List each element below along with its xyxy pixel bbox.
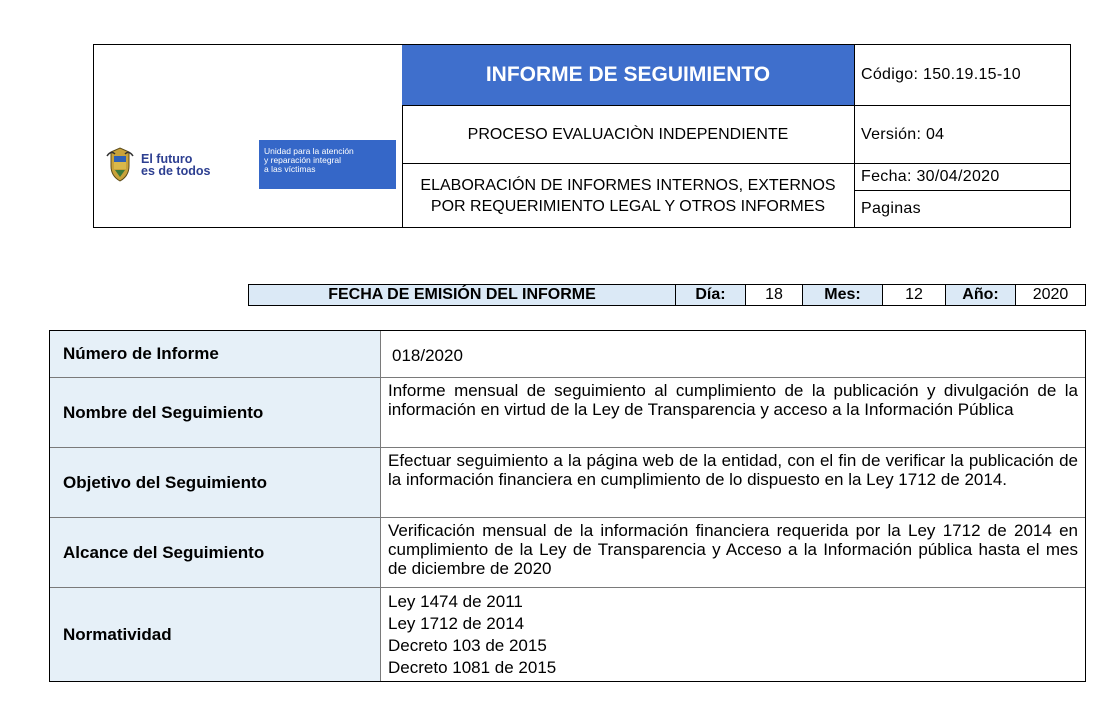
month-label: Mes: xyxy=(803,285,883,305)
row-value: Verificación mensual de la información financiera requerida por la Ley 1712 de 2014 en cumplimiento de la Ley de Transparencia y Acceso a la Información pública hasta el mes de diciembre de 2020 xyxy=(388,521,1078,578)
logo-unit-text xyxy=(259,140,396,189)
coat-of-arms-icon xyxy=(105,146,135,184)
emission-date-row xyxy=(248,284,1086,306)
process-name: PROCESO EVALUACIÒN INDEPENDIENTE xyxy=(402,105,854,164)
logo-cell xyxy=(94,45,403,227)
year-value: 2020 xyxy=(1016,285,1085,305)
row-label: Normatividad xyxy=(50,588,381,681)
regulation-item: Ley 1474 de 2011 xyxy=(388,592,523,611)
year-label: Año: xyxy=(946,285,1016,305)
elaboration-text: ELABORACIÓN DE INFORMES INTERNOS, EXTERNOS POR REQUERIMIENTO LEGAL Y OTROS INFORMES xyxy=(402,163,854,228)
row-label: Objetivo del Seguimiento xyxy=(50,448,381,517)
regulation-item: Decreto 1081 de 2015 xyxy=(388,658,557,677)
logo-slogan-line1: El futuro xyxy=(141,151,193,166)
logo-unit-line3: a las víctimas xyxy=(264,164,316,174)
logo-left xyxy=(101,140,259,189)
report-info-table xyxy=(49,330,1086,682)
month-value: 12 xyxy=(883,285,946,305)
day-label: Día: xyxy=(676,285,746,305)
logo-unit-line1: Unidad para la atención xyxy=(264,146,354,156)
row-value xyxy=(381,588,1085,681)
row-value: 018/2020 xyxy=(392,345,463,365)
regulation-item: Decreto 103 de 2015 xyxy=(388,636,547,655)
row-label: Número de Informe xyxy=(50,331,381,377)
document-code: Código: 150.19.15-10 xyxy=(854,45,1070,105)
row-value: Informe mensual de seguimiento al cumplimiento de la publicación y divulgación de la información en virtud de la Ley de Transparencia y acceso a la Información Pública xyxy=(388,381,1078,419)
logo-slogan xyxy=(141,153,210,177)
row-label: Alcance del Seguimiento xyxy=(50,518,381,587)
document-pages: Paginas xyxy=(854,190,1070,227)
table-row xyxy=(50,447,1085,517)
document-title: INFORME DE SEGUIMIENTO xyxy=(402,45,854,105)
logo-slogan-line2: es de todos xyxy=(141,163,211,178)
row-label: Nombre del Seguimiento xyxy=(50,378,381,447)
document-header xyxy=(93,44,1071,228)
document-date: Fecha: 30/04/2020 xyxy=(854,163,1070,190)
regulation-item: Ley 1712 de 2014 xyxy=(388,614,525,633)
table-row xyxy=(50,377,1085,447)
logo-unit-line2: y reparación integral xyxy=(264,155,342,165)
day-value: 18 xyxy=(746,285,803,305)
document-version: Versión: 04 xyxy=(854,105,1070,163)
logo xyxy=(101,140,396,189)
table-row xyxy=(50,331,1085,377)
table-row xyxy=(50,587,1085,681)
table-row xyxy=(50,517,1085,587)
row-value: Efectuar seguimiento a la página web de la entidad, con el fin de verificar la publicación de la información financiera en cumplimiento de lo dispuesto en la Ley 1712 de 2014. xyxy=(388,451,1078,489)
emission-label: FECHA DE EMISIÓN DEL INFORME xyxy=(249,285,676,305)
